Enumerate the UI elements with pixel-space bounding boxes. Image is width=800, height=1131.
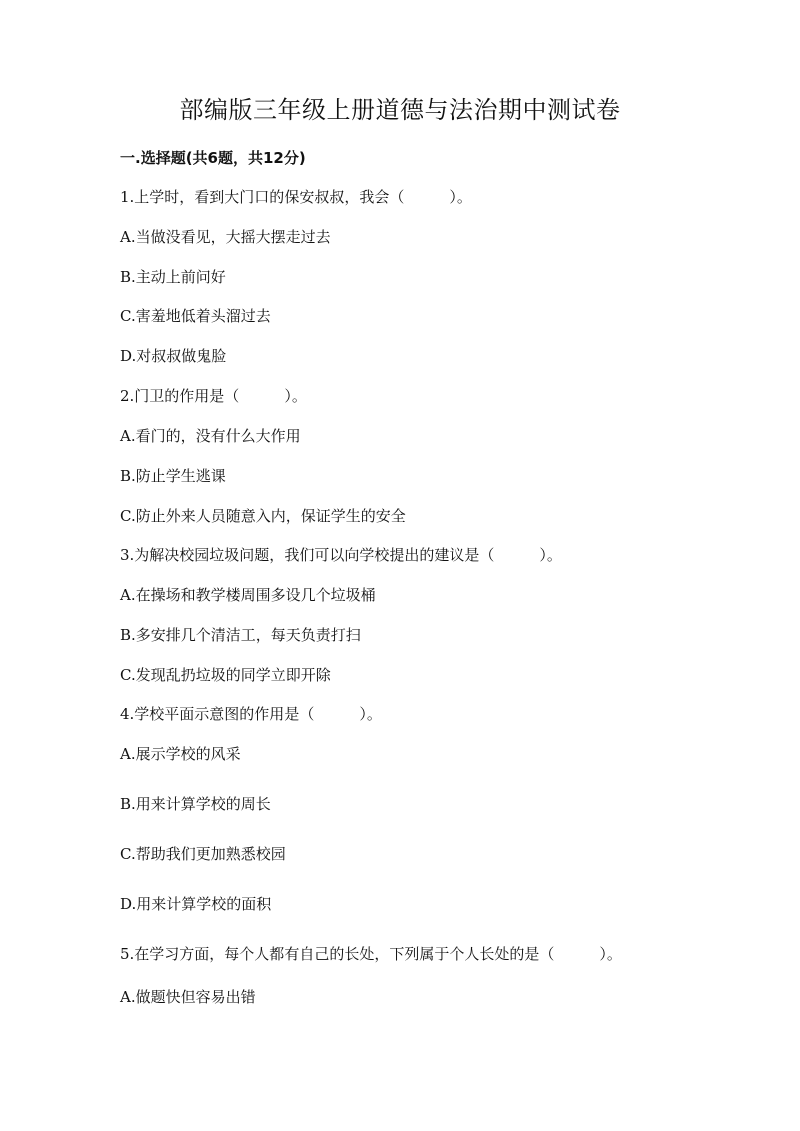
question-1-option-d: D.对叔叔做鬼脸 <box>120 347 227 365</box>
question-2-option-a: A.看门的，没有什么大作用 <box>120 427 301 445</box>
question-3-option-b: B.多安排几个清洁工，每天负责打扫 <box>120 626 361 644</box>
section-heading: 一.选择题(共6题，共12分) <box>120 149 306 167</box>
question-2-option-c: C.防止外来人员随意入内，保证学生的安全 <box>120 507 406 525</box>
question-4-option-c: C.帮助我们更加熟悉校园 <box>120 845 286 863</box>
question-3-option-c: C.发现乱扔垃圾的同学立即开除 <box>120 666 331 684</box>
question-4-option-d: D.用来计算学校的面积 <box>120 895 272 913</box>
question-5-option-a: A.做题快但容易出错 <box>120 988 256 1006</box>
question-1-stem: 1.上学时，看到大门口的保安叔叔，我会（ ）。 <box>120 188 472 206</box>
question-1-option-c: C.害羞地低着头溜过去 <box>120 307 271 325</box>
question-2-option-b: B.防止学生逃课 <box>120 467 226 485</box>
question-5-stem: 5.在学习方面，每个人都有自己的长处，下列属于个人长处的是（ ）。 <box>120 945 622 963</box>
question-1-option-a: A.当做没看见，大摇大摆走过去 <box>120 228 331 246</box>
page-title: 部编版三年级上册道德与法治期中测试卷 <box>179 96 621 124</box>
question-4-option-a: A.展示学校的风采 <box>120 745 241 763</box>
question-1-option-b: B.主动上前问好 <box>120 268 226 286</box>
question-4-stem: 4.学校平面示意图的作用是（ ）。 <box>120 705 382 723</box>
question-2-stem: 2.门卫的作用是（ ）。 <box>120 387 307 405</box>
question-3-option-a: A.在操场和教学楼周围多设几个垃圾桶 <box>120 586 376 604</box>
question-4-option-b: B.用来计算学校的周长 <box>120 795 271 813</box>
question-3-stem: 3.为解决校园垃圾问题，我们可以向学校提出的建议是（ ）。 <box>120 546 562 564</box>
